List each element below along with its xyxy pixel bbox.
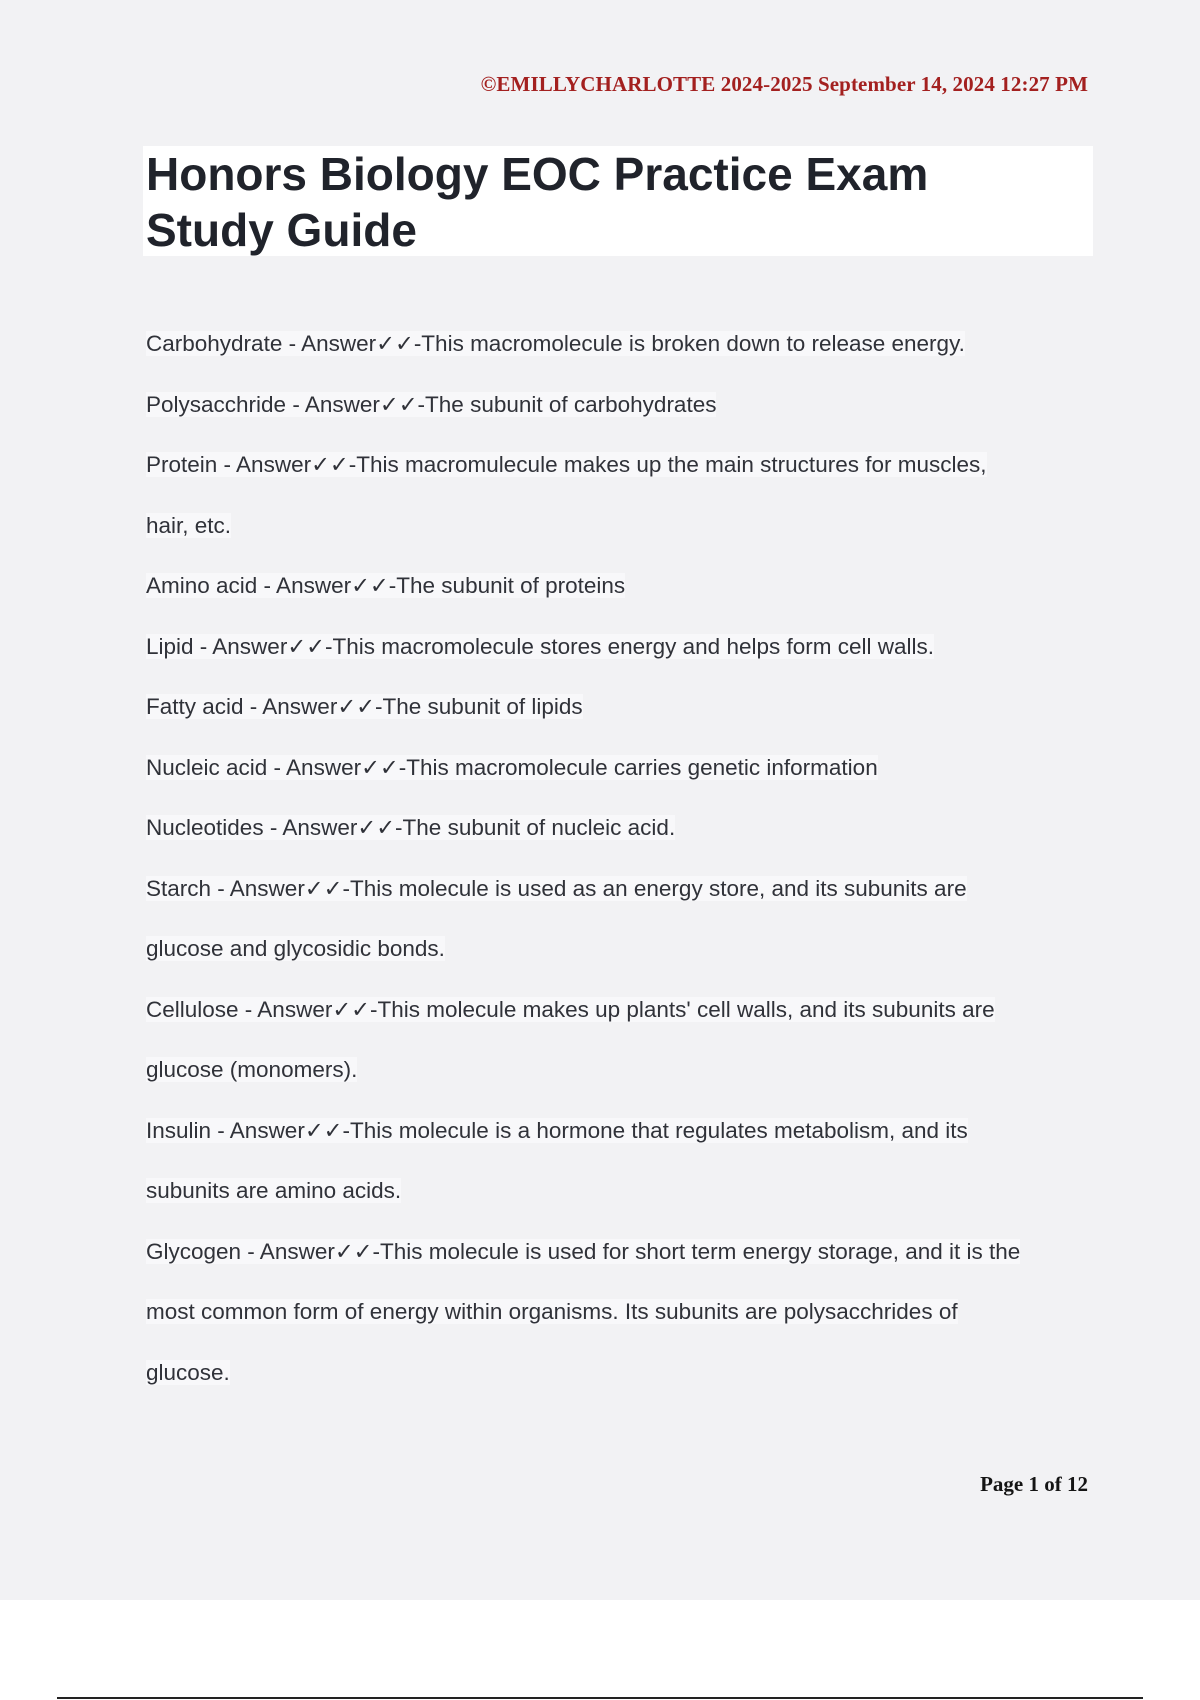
entry-line: [146, 1040, 1096, 1101]
entry-line: [146, 919, 1096, 980]
entry-line: [146, 496, 1096, 557]
entry-line: [146, 617, 1096, 678]
entry-text: Protein - Answer✓✓-This macromulecule makes up the main structures for muscles,: [146, 452, 987, 477]
entry-text: hair, etc.: [146, 512, 232, 538]
entry-line: [146, 859, 1096, 920]
entry-line: [146, 1101, 1096, 1162]
title-line-1: Honors Biology EOC Practice Exam: [146, 148, 929, 200]
entry-text: Nucleic acid - Answer✓✓-This macromolecule carries genetic information: [146, 754, 878, 780]
entry-text: Glycogen - Answer✓✓-This molecule is used for short term energy storage, and it is the: [146, 1238, 1021, 1264]
page-title: [143, 146, 1093, 256]
page-number: Page 1 of 12: [980, 1472, 1088, 1496]
entry-text: Amino acid - Answer✓✓-The subunit of proteins: [146, 573, 626, 598]
entry-line: [146, 980, 1096, 1041]
study-guide-entries: [146, 314, 1096, 1403]
entry-line: [146, 1161, 1096, 1222]
entry-line: [146, 738, 1096, 799]
entry-line: [146, 798, 1096, 859]
entry-text: subunits are amino acids.: [146, 1178, 402, 1203]
entry-text: most common form of energy within organisms. Its subunits are polysacchrides of: [146, 1299, 958, 1324]
entry-text: Lipid - Answer✓✓-This macromolecule stores energy and helps form cell walls.: [146, 633, 935, 659]
entry-line: [146, 677, 1096, 738]
entry-text: Fatty acid - Answer✓✓-The subunit of lipids: [146, 694, 583, 719]
entry-line: [146, 435, 1096, 496]
copyright-watermark: ©EMILLYCHARLOTTE 2024-2025 September 14, 2024 12:27 PM: [480, 72, 1088, 96]
entry-line: [146, 314, 1096, 375]
entry-text: Polysacchride - Answer✓✓-The subunit of carbohydrates: [146, 391, 717, 417]
entry-text: Nucleotides - Answer✓✓-The subunit of nucleic acid.: [146, 815, 676, 840]
entry-line: [146, 1282, 1096, 1343]
entry-text: Starch - Answer✓✓-This molecule is used as an energy store, and its subunits are: [146, 875, 967, 901]
entry-line: [146, 556, 1096, 617]
entry-text: Insulin - Answer✓✓-This molecule is a hormone that regulates metabolism, and its: [146, 1117, 968, 1143]
entry-line: [146, 1343, 1096, 1404]
entry-text: Cellulose - Answer✓✓-This molecule makes up plants' cell walls, and its subunits are: [146, 996, 995, 1022]
entry-line: [146, 1222, 1096, 1283]
page-divider: [57, 1697, 1143, 1699]
entry-text: glucose (monomers).: [146, 1057, 358, 1082]
title-line-2: Study Guide: [146, 204, 417, 256]
entry-text: Carbohydrate - Answer✓✓-This macromolecule is broken down to release energy.: [146, 331, 965, 356]
entry-text: glucose.: [146, 1359, 230, 1385]
entry-line: [146, 375, 1096, 436]
entry-text: glucose and glycosidic bonds.: [146, 936, 445, 961]
